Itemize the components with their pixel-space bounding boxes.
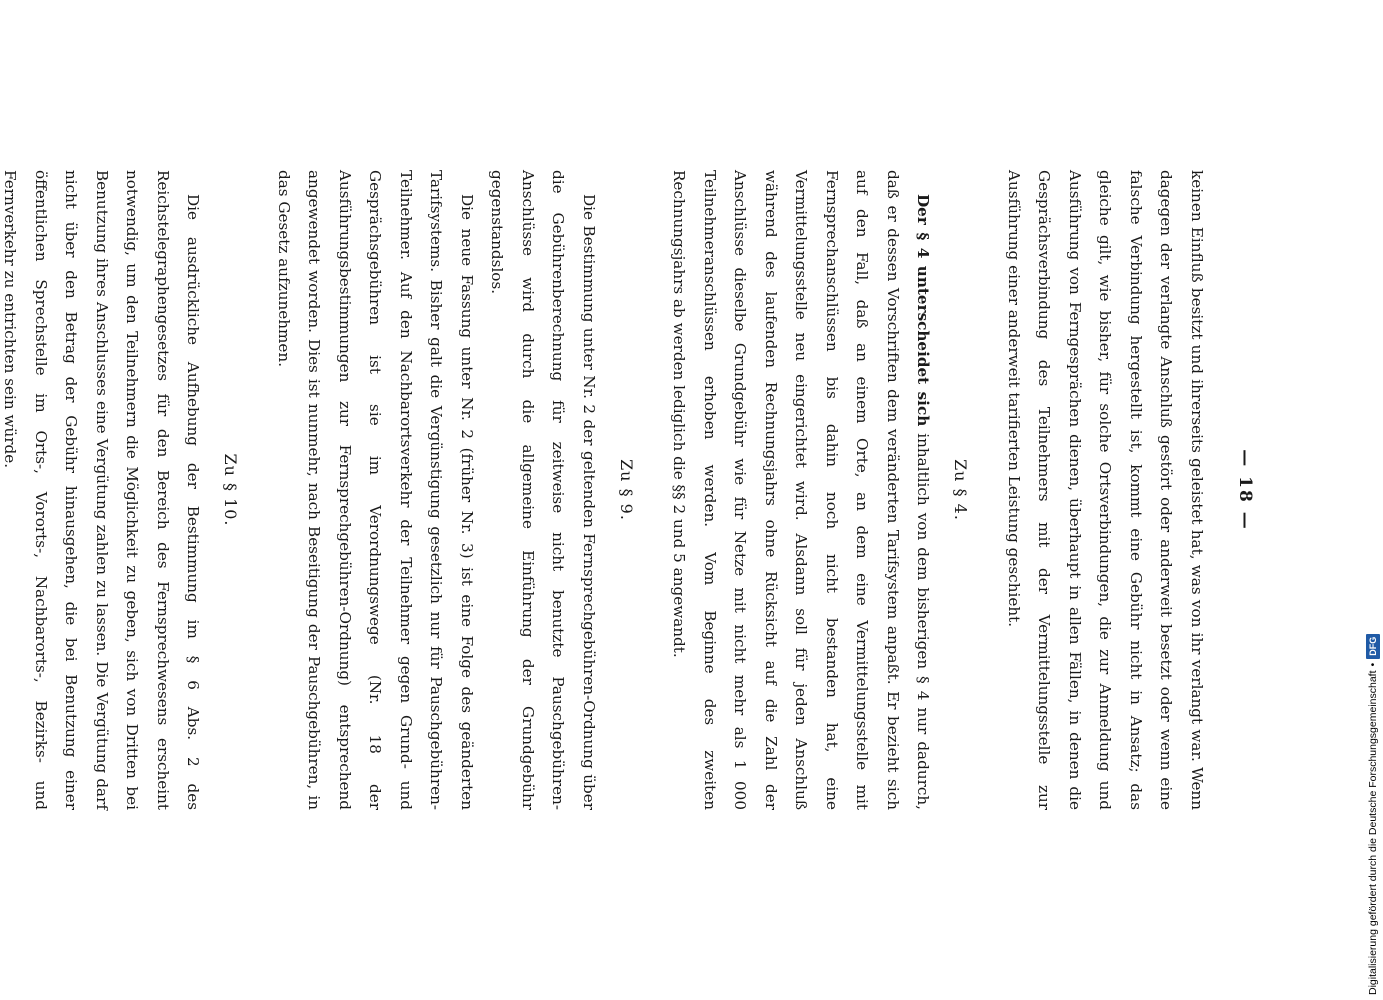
dfg-attribution	[1363, 395, 1383, 995]
heading-section-4: Zu § 4.	[951, 459, 971, 521]
paragraph-lead: Der § 4 unterscheidet sich	[914, 194, 933, 427]
heading-section-9: Zu § 9.	[617, 459, 636, 521]
attribution-text: Digitalisierung gefördert durch die Deutsche Forschungsgemeinschaft	[1367, 670, 1379, 995]
attribution-separator: •	[1367, 662, 1379, 667]
paragraph-section-4	[664, 170, 939, 810]
dfg-logo-icon: DFG	[1366, 634, 1380, 659]
page-text-block	[1, 170, 1260, 810]
paragraph-section-10-a: Die ausdrückliche Aufhebung der Bestimmung im § 6 Abs. 2 des Reichstelegraphengesetzes für den Bereich des Fernsprechwesens erscheint notwendig, um den Teilnehmern die Möglichkeit zu geben, sich von Dritten bei Benutzung ihres Anschlusses eine Vergütung zahlen zu lassen. Die Vergütung darf nicht über den Betrag der Gebühr hinausgehen, die bei Benutzung einer öffentlichen Sprechstelle im Orts-, Vororts-, Nachbarorts-, Bezirks- und Fernverkehr zu entrichten sein würde.	[1, 170, 203, 810]
heading-section-10: Zu § 10.	[221, 453, 241, 527]
page-number: — 18 —	[1235, 449, 1255, 531]
paragraph-body: inhaltlich von dem bisherigen § 4 nur dadurch, daß er dessen Vorschriften dem veränderten Tarifsystem anpaßt. Er bezieht sich auf den Fall, daß an einem Orte, an dem eine Vermittelungsstelle mit Fernsprechanschlüssen bis dahin noch nicht bestanden hat, eine Vermittelungsstelle neu eingerichtet wird. Alsdann soll für jeden Anschluß während des laufenden Rechnungsjahrs ohne Rücksicht auf die Zahl der Anschlüsse dieselbe Grundgebühr wie für Netze mit nicht mehr als 1 000 Teilnehmeranschlüssen erhoben werden. Vom Beginne des zweiten Rechnungsjahrs ab werden lediglich die §§ 2 und 5 angewandt.	[670, 170, 933, 810]
paragraph-section-9-a: Die Bestimmung unter Nr. 2 der geltenden Fernsprechgebühren-Ordnung über die Gebührenberechnung für zeitweise nicht benutzte Pauschgebühren-Anschlüsse wird durch die allgemeine Einführung der Grundgebühr gegenstandslos.	[488, 170, 598, 810]
paragraph-section-9-b: Die neue Fassung unter Nr. 2 (früher Nr. 3) ist eine Folge des geänderten Tarifsystems. Bisher galt die Vergünstigung gesetzlich nur für Pauschgebühren-Teilnehmer. Auf den Nachbarortsverkehr der Teilnehmer gegen Grund- und Gesprächsgebühren ist sie im Verordnungswege (Nr. 18 der Ausführungsbestimmungen zur Fernsprechgebühren-Ordnung) entsprechend angewendet worden. Dies ist nunmehr, nach Beseitigung der Pauschgebühren, in das Gesetz aufzunehmen.	[275, 170, 476, 810]
dfg-attribution-line	[1363, 395, 1383, 995]
paragraph-continuation: keinen Einfluß besitzt und ihrerseits geleistet hat, was von ihr verlangt war. Wenn dagegen der verlangte Anschluß gestört oder anderweit besetzt oder wenn eine falsche Verbindung hergestellt ist, kommt eine Gebühr nicht in Ansatz; das gleiche gilt, wie bisher, für solche Ortsverbindungen, die zur Anmeldung und Ausführung von Ferngesprächen dienen, überhaupt in allen Fällen, in denen die Gesprächsverbindung des Teilnehmers mit der Vermittelungsstelle zur Ausführung einer anderweit tarifierten Leistung geschieht.	[1005, 170, 1206, 810]
scanned-page	[1, 170, 1260, 810]
